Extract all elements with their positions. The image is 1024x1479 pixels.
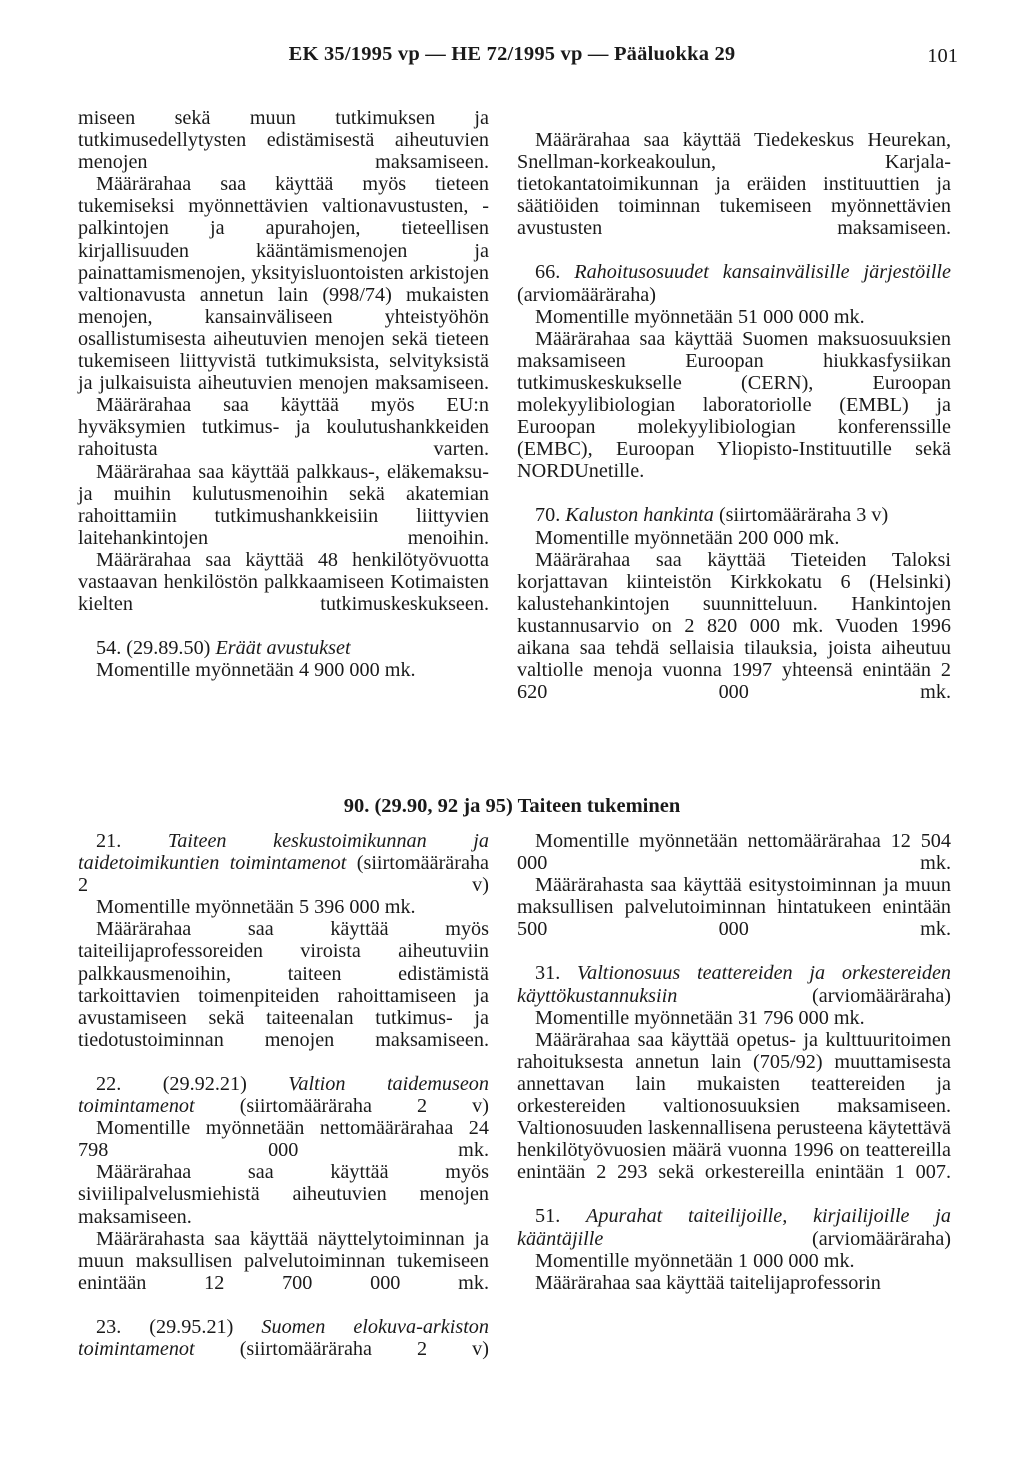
page-number: 101 — [927, 45, 958, 67]
item-21-heading — [78, 830, 489, 896]
item-70-heading — [517, 504, 951, 526]
paragraph-staff: Määrärahaa saa käyttää 48 henkilötyövuotta vastaavan henkilöstön palkkaamiseen Kotimaisten kielten tutkimuskeskukseen. — [78, 548, 489, 616]
item-22-type: (siirtomääräraha 2 v) — [239, 1095, 489, 1118]
item-31-type: (arviomääräraha) — [812, 984, 951, 1007]
item-23-number: 23. (29.95.21) — [96, 1315, 234, 1338]
item-66-type: (arviomääräraha) — [517, 283, 656, 306]
column-lower-right — [517, 830, 951, 1294]
item-22-heading — [78, 1073, 489, 1117]
item-51-title: Apurahat taiteilijoille, kirjailijoille ja kääntäjille — [517, 1205, 951, 1250]
item-66-title: Rahoitusosuudet kansainvälisille järjestöille — [574, 261, 951, 284]
item-21-text: Määrärahaa saa käyttää myös taiteilijaprofessoreiden viroista aiheutuviin palkkausmenoihin, taiteen edistämistä tarkoittavien toimenpiteiden rahoittamiseen ja avustamiseen sekä taiteenalan tutkimus- ja tiedotustoiminnan menojen maksamiseen. — [78, 918, 489, 1051]
item-70-number: 70. — [535, 504, 561, 527]
item-31-title: Valtionosuus teattereiden ja orkestereiden käyttökustannuksiin — [517, 962, 952, 1007]
item-70-title: Kaluston hankinta — [565, 504, 714, 527]
paragraph-net-appropriation: Momentille myönnetään nettomäärärahaa 12 504 000 mk. — [517, 830, 951, 875]
item-22-number: 22. (29.92.21) — [96, 1072, 247, 1095]
item-54-title: Eräät avustukset — [215, 637, 351, 660]
column-lower-left — [78, 830, 489, 1360]
item-54-amount: Momentille myönnetään 4 900 000 mk. — [96, 659, 416, 682]
item-70-type: (siirtomääräraha 3 v) — [718, 504, 889, 527]
item-51-heading — [517, 1205, 951, 1249]
item-66-text: Määrärahaa saa käyttää Suomen maksuosuuksien maksamiseen Euroopan hiukkasfysiikan tutkimuskeskukselle (CERN), Euroopan molekyylibiologian laboratoriolle (EMBL) ja Euroopan molekyylibiologian konferenssille (EMBC), Euroopan Yliopisto-Instituutille sekä NORDUnetille. — [517, 327, 951, 483]
running-header: EK 35/1995 vp — HE 72/1995 vp — Pääluokka 29 — [288, 43, 736, 65]
item-21-amount: Momentille myönnetään 5 396 000 mk. — [96, 896, 416, 919]
paragraph-heureka: Määrärahaa saa käyttää Tiedekeskus Heurekan, Snellman-korkeakoulun, Karjala-tietokantatoimikunnan ja eräiden instituuttien ja säätiöiden toiminnan tukemiseen myönnettävien avustusten maksamiseen. — [517, 129, 951, 240]
item-22-text-2: Määrärahasta saa käyttää näyttelytoiminnan ja muun maksullisen palvelutoiminnan tukemiseen enintään 12 700 000 mk. — [78, 1227, 489, 1294]
item-31-amount: Momentille myönnetään 31 796 000 mk. — [535, 1006, 865, 1029]
item-22-title: Valtion taidemuseon toimintamenot — [78, 1072, 489, 1118]
item-23-title: Suomen elokuva-arkiston toimintamenot — [78, 1315, 489, 1360]
item-22-text-1: Määrärahaa saa käyttää myös siviilipalvelusmiehistä aiheutuvien menojen maksamiseen. — [78, 1161, 489, 1228]
item-66-heading — [517, 261, 951, 305]
item-22-amount: Momentille myönnetään nettomäärärahaa 24 798 000 mk. — [78, 1117, 489, 1162]
item-66-number: 66. — [535, 261, 561, 284]
item-51-text: Määrärahaa saa käyttää taitelijaprofessorin — [535, 1271, 881, 1294]
page-header — [0, 40, 1024, 80]
item-54-heading — [78, 637, 489, 659]
paragraph-continued: miseen sekä muun tutkimuksen ja tutkimusedellytysten edistämisestä aiheutuvien menojen maksamiseen. — [78, 107, 489, 174]
item-51-type: (arviomääräraha) — [812, 1227, 951, 1250]
item-70-amount: Momentille myönnetään 200 000 mk. — [535, 526, 840, 549]
item-54-number: 54. (29.89.50) — [96, 637, 211, 660]
paragraph-science-support: Määrärahaa saa käyttää myös tieteen tukemiseksi myönnettävien valtionavustusten, -palkintojen ja apurahojen, tieteellisen kirjallisuuden kääntämismenojen ja painattamismenojen, yksityisluontoisten arkistojen valtionavusta annetun lain (998/74) mukaisten menojen, kansainväliseen yhteistyöhön osallistumisesta aiheutuvien menojen sekä tieteen tukemiseen liittyvistä tutkimuksista, selvityksistä ja julkaisuista aiheutuvien menojen maksamiseen. — [78, 173, 489, 395]
item-23-heading — [78, 1316, 489, 1360]
paragraph-salary-costs: Määrärahaa saa käyttää palkkaus-, eläkemaksu- ja muihin kulutusmenoihin sekä akatemian rahoittamiin tutkimushankkeisiin liittyvien laitehankintojen menoihin. — [78, 460, 489, 549]
paragraph-price-support: Määrärahasta saa käyttää esitystoiminnan ja muun maksullisen palvelutoiminnan hintatukeen enintään 500 000 mk. — [517, 874, 951, 941]
item-66-amount: Momentille myönnetään 51 000 000 mk. — [535, 305, 865, 328]
item-31-number: 31. — [535, 962, 561, 985]
item-21-title: Taiteen keskustoimikunnan ja taidetoimikuntien toimintamenot — [78, 830, 490, 875]
column-upper-left — [78, 107, 489, 681]
item-31-heading — [517, 962, 951, 1006]
item-70-text: Määrärahaa saa käyttää Tieteiden Taloksi korjattavan kiinteistön Kirkkokatu 6 (Helsinki) kalustehankintojen suunnitteluun. Hankintojen kustannusarvio on 2 820 000 mk. Vuoden 1996 aikana saa tehdä sellaisia tilauksia, joista aiheutuu valtiolle menoja vuonna 1997 yhteensä enintään 2 620 000 mk. — [517, 548, 951, 704]
paragraph-eu-projects: Määrärahaa saa käyttää myös EU:n hyväksymien tutkimus- ja koulutushankkeiden rahoitusta varten. — [78, 394, 489, 461]
item-31-text: Määrärahaa saa käyttää opetus- ja kulttuuritoimen rahoituksesta annetun lain (705/92) muuttamisesta annettavan lain mukaisten teattereiden ja orkestereiden valtionosuuksien maksamiseen. Valtionosuuden laskennallisena perusteena käytettävä henkilötyövuosien määrä vuonna 1996 on teattereilla enintään 2 293 sekä orkestereilla enintään 1 007. — [517, 1028, 951, 1184]
item-51-amount: Momentille myönnetään 1 000 000 mk. — [535, 1249, 855, 1272]
item-23-type: (siirtomääräraha 2 v) — [239, 1337, 489, 1360]
section-90-heading: 90. (29.90, 92 ja 95) Taiteen tukeminen — [343, 795, 681, 817]
column-upper-right — [517, 129, 951, 703]
item-21-type: (siirtomääräraha 2 v) — [78, 852, 489, 897]
item-51-number: 51. — [535, 1205, 561, 1228]
item-21-number: 21. — [96, 830, 122, 852]
